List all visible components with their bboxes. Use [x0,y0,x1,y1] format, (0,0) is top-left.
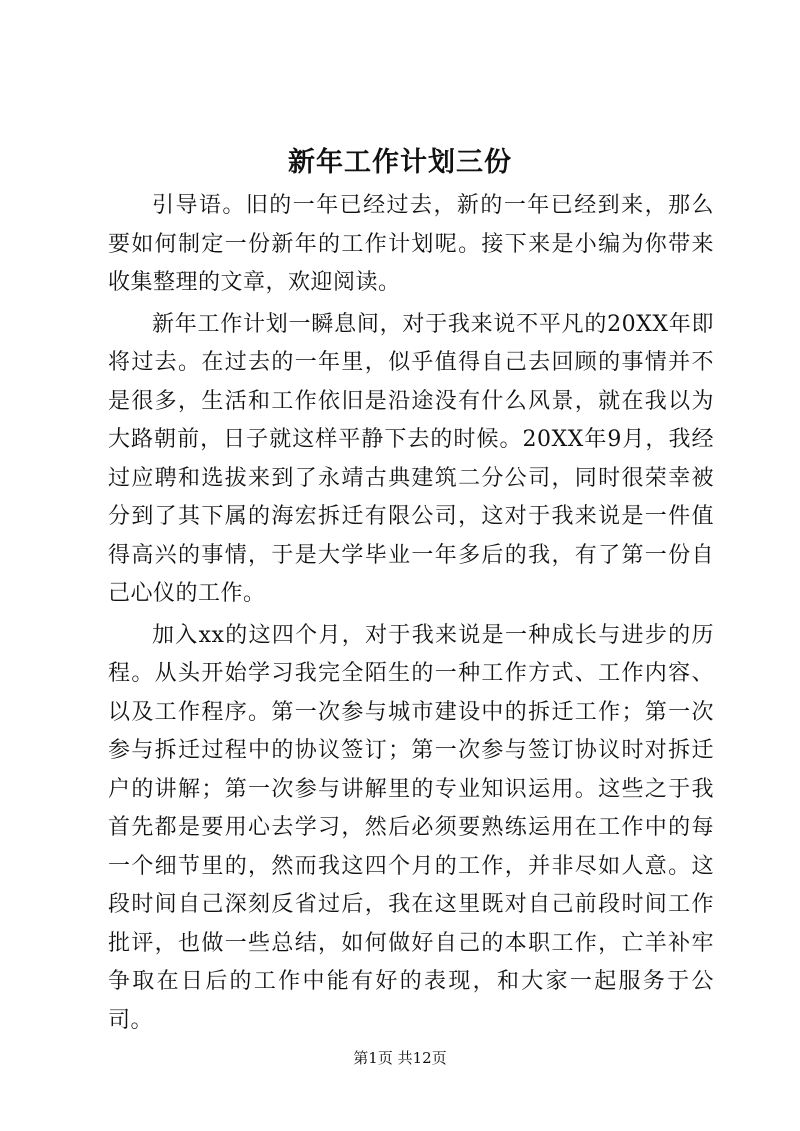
paragraph-four-months: 加入xx的这四个月，对于我来说是一种成长与进步的历程。从头开始学习我完全陌生的一种工作方式、工作内容、以及工作程序。第一次参与城市建设中的拆迁工作；第一次参与拆迁过程中的协议签订；第一次参与签订协议时对拆迁户的讲解；第一次参与讲解里的专业知识运用。这些之于我首先都是要用心去学习，然后必须要熟练运用在工作中的每一个细节里的，然而我这四个月的工作，并非尽如人意。这段时间自己深刻反省过后，我在这里既对自己前段时间工作批评，也做一些总结，如何做好自己的本职工作，亡羊补牢争取在日后的工作中能有好的表现，和大家一起服务于公司。 [108,622,714,1033]
paragraph-intro: 引导语。旧的一年已经过去，新的一年已经到来，那么要如何制定一份新年的工作计划呢。接下来是小编为你带来收集整理的文章，欢迎阅读。 [108,193,714,295]
document-title: 新年工作计划三份 [288,147,512,178]
document-body [108,187,714,1040]
page-number-footer: 第1页 共12页 [353,1049,447,1067]
paragraph-plan-one: 新年工作计划一瞬息间，对于我来说不平凡的20XX年即将过去。在过去的一年里，似乎值得自己去回顾的事情并不是很多，生活和工作依旧是沿途没有什么风景，就在我以为大路朝前，日子就这样平静下去的时候。20XX年9月，我经过应聘和选拔来到了永靖古典建筑二分公司，同时很荣幸被分到了其下属的海宏拆迁有限公司，这对于我来说是一件值得高兴的事情，于是大学毕业一年多后的我，有了第一份自己心仪的工作。 [108,311,714,606]
